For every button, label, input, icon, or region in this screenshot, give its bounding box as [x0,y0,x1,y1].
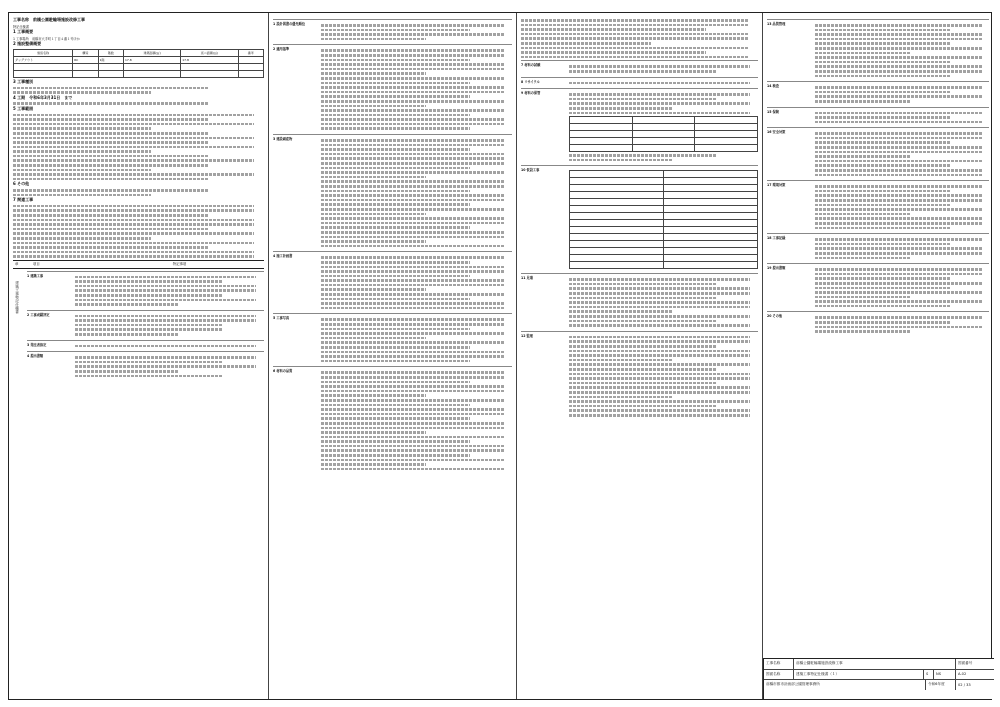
tb-drawing-name: 建築工事特記仕様書（１） [794,670,924,680]
tb-drawing-no-label: 図面番号 [958,661,973,666]
td-notes [238,56,263,63]
td-building-area: 17.8 [123,56,180,63]
tb-scale-label: S [924,670,934,680]
th-floors: 階数 [98,49,123,56]
c4-item-7: 19 提出書類 [767,266,786,271]
th-name: 施設名称 [14,49,73,56]
section-type: 3 工事種別 [13,78,34,84]
spec-subtitle: 特記仕様書 [13,24,29,29]
c4-item-2: 14 検査 [767,84,779,89]
th-floor-area: 延べ面積(㎡) [181,49,238,56]
c3-item-2: 8 リサイクル [521,79,540,84]
temporary-works-table [569,170,758,269]
c2-item-2: 2 適用基準 [273,47,290,52]
c3-item-3: 9 材料の保管 [521,91,541,96]
section-overview: 1 工事概要 [13,29,34,35]
c4-item-8: 20 その他 [767,314,783,319]
th-structure: 構造 [73,49,98,56]
section-related: 7 関連工事 [13,197,34,203]
c2-item-5: 5 工事写真 [273,316,290,321]
tb-page: 02 / 33 [958,682,971,687]
site-location: 1 工事場所 前橋市大手町１丁目４番１号ほか [13,36,80,41]
td-floors: 1階 [98,56,123,63]
c3-item-6: 12 監理 [521,333,533,338]
section-period: 4 工期 令和6年3月31日 まで [13,94,73,100]
c3-item-1: 7 材料の試験 [521,63,541,68]
section-scope: 5 工事範囲 [13,105,34,111]
title-block [763,658,994,699]
c4-item-6: 18 工事記録 [767,236,786,241]
item-documents: 4 提出書類 [27,354,44,359]
vertical-label: 建築工事特記仕様書 [15,280,20,313]
spec-column-4 [763,13,993,659]
facility-table [13,49,264,78]
th-building-area: 建築面積(㎡) [123,49,180,56]
c2-item-6: 6 材料の品質 [273,369,293,374]
hdr-spec: 特記事項 [172,261,187,266]
tb-project-name: 前橋公園駐輪場施設改修工事 [794,659,956,669]
item-designation: 3 発注者指定 [27,342,47,347]
item-evaluation: 2 工事成績評定 [27,312,50,317]
c4-item-1: 13 品質管理 [767,22,786,26]
tb-project-label: 工事名称 [764,659,794,669]
spec-table-header [13,260,264,269]
hdr-chapter: 章 [15,261,19,266]
tb-drawing-label: 図面名称 [764,670,794,680]
project-title: 工事名称 前橋公園駐輪場施設改修工事 [13,17,85,22]
c4-item-3: 15 保険 [767,109,779,114]
c2-item-3: 3 建設副産物 [273,137,293,142]
c3-item-5: 11 足場 [521,276,533,281]
c4-item-5: 17 環境対策 [767,183,786,188]
td-name: ダッグアウト [14,56,73,63]
c2-item-1: 1 設計図書の優先順位 [273,22,306,26]
drawing-sheet [8,12,992,700]
tb-date: 令和6年度 [926,680,956,690]
material-table [569,116,758,152]
section-facility: 2 施設整備概要 [13,41,42,47]
tb-scale: NS [934,670,956,680]
tb-office: 前橋市都市計画部公園管理事務所 [764,680,926,690]
c2-item-4: 4 施工計画書 [273,254,293,259]
th-notes: 備考 [238,49,263,56]
c3-item-4: 10 仮設工事 [521,168,540,173]
spec-column-1 [9,13,269,699]
hdr-item: 項目 [33,261,40,266]
spec-column-3 [517,13,763,699]
section-other: 6 その他 [13,181,30,187]
c4-item-4: 16 安全対策 [767,130,786,135]
td-floor-area: 17.8 [181,56,238,63]
td-structure: RC [73,56,98,63]
tb-drawing-no: A-02 [958,672,967,677]
item-building: 1 建築工事 [27,273,44,278]
spec-column-2 [269,13,517,699]
